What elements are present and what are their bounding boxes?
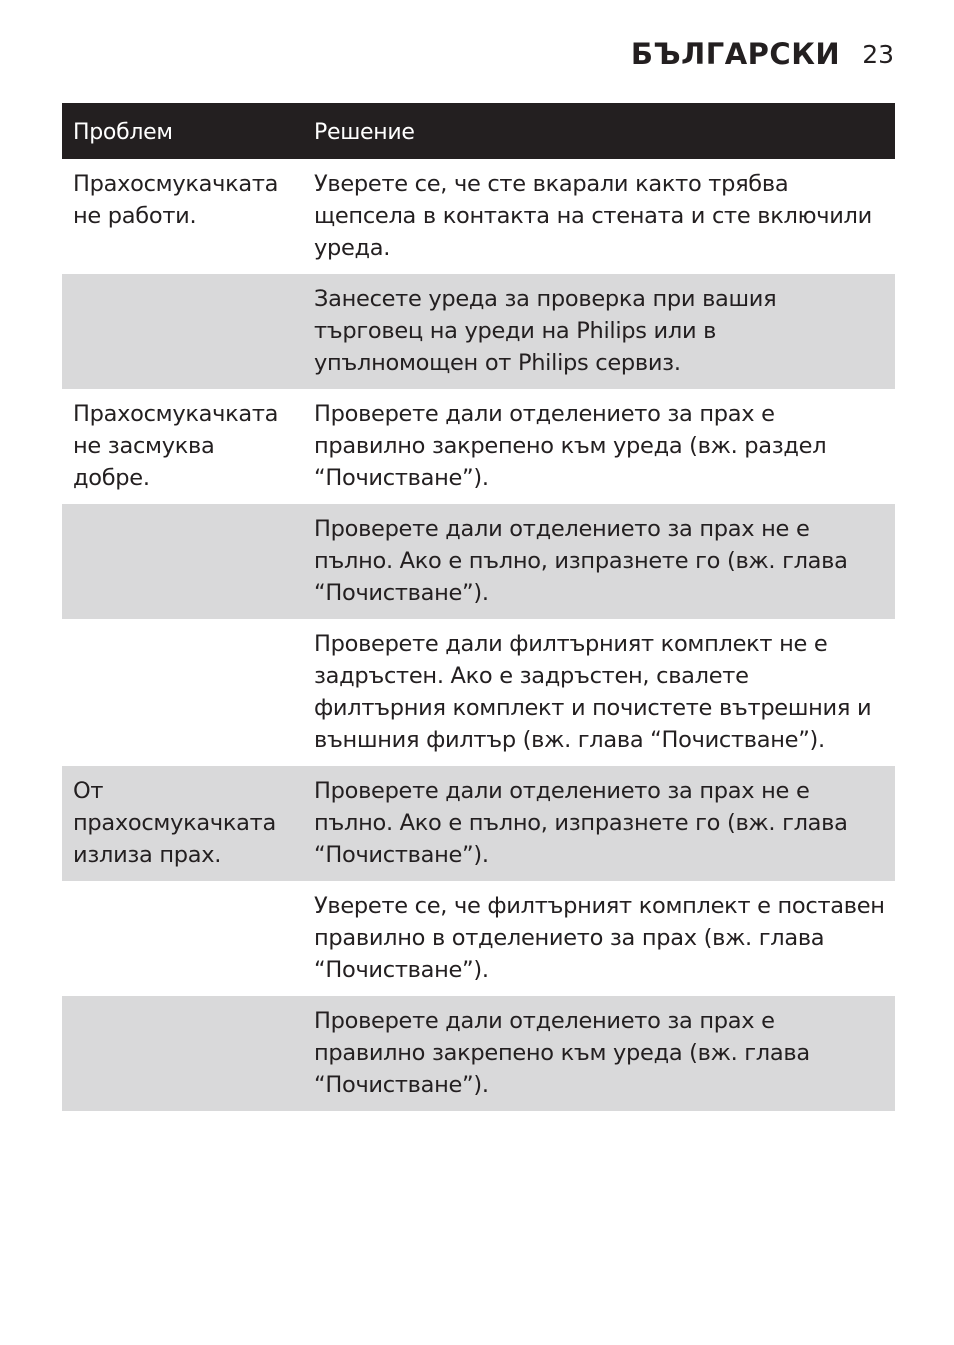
- problem-cell: [62, 513, 303, 609]
- solution-cell: Проверете дали отделението за прах е правилно закрепено към уреда (вж. глава “Почистване”).: [314, 1008, 810, 1098]
- table-row: [62, 996, 895, 1111]
- solution-cell: Уверете се, че филтърният комплект е поставен правилно в отделението за прах (вж. глава “Почистване”).: [314, 893, 885, 983]
- solution-cell: Проверете дали отделението за прах е правилно закрепено към уреда (вж. раздел “Почистване”).: [314, 401, 827, 491]
- solution-cell: Проверете дали отделението за прах не е пълно. Ако е пълно, изпразнете го (вж. глава “Почистване”).: [314, 778, 848, 868]
- problem-cell: [62, 283, 303, 379]
- table-row: [62, 274, 895, 389]
- table-row: [62, 881, 895, 996]
- table-row: [62, 619, 895, 766]
- problem-cell: Прахосмукачката не засмуква добре.: [73, 401, 279, 491]
- table-row: [62, 766, 895, 881]
- table-row: [62, 389, 895, 504]
- solution-cell: Проверете дали отделението за прах не е пълно. Ако е пълно, изпразнете го (вж. глава “Почистване”).: [314, 516, 848, 606]
- table-row: [62, 159, 895, 274]
- column-header-solution: Решение: [314, 120, 415, 145]
- problem-cell: [62, 628, 303, 756]
- solution-cell: Проверете дали филтърният комплект не е задръстен. Ако е задръстен, свалете филтърния комплект и почистете вътрешния и външния филтър (вж. глава “Почистване”).: [314, 631, 872, 753]
- problem-cell: От прахосмукачката излиза прах.: [73, 778, 276, 868]
- solution-cell: Уверете се, че сте вкарали както трябва щепсела в контакта на стената и сте включили уреда.: [314, 171, 872, 261]
- troubleshooting-table: [62, 103, 895, 1111]
- table-header-row: [62, 103, 895, 159]
- page-number: 23: [862, 39, 894, 69]
- solution-cell: Занесете уреда за проверка при вашия търговец на уреди на Philips или в упълномощен от Philips сервиз.: [314, 286, 777, 376]
- problem-cell: Прахосмукачката не работи.: [73, 171, 279, 229]
- problem-cell: [62, 1005, 303, 1101]
- column-header-problem: Проблем: [73, 120, 173, 145]
- problem-cell: [62, 890, 303, 986]
- table-row: [62, 504, 895, 619]
- page-header: [631, 30, 894, 78]
- language-title: БЪЛГАРСКИ: [630, 37, 841, 71]
